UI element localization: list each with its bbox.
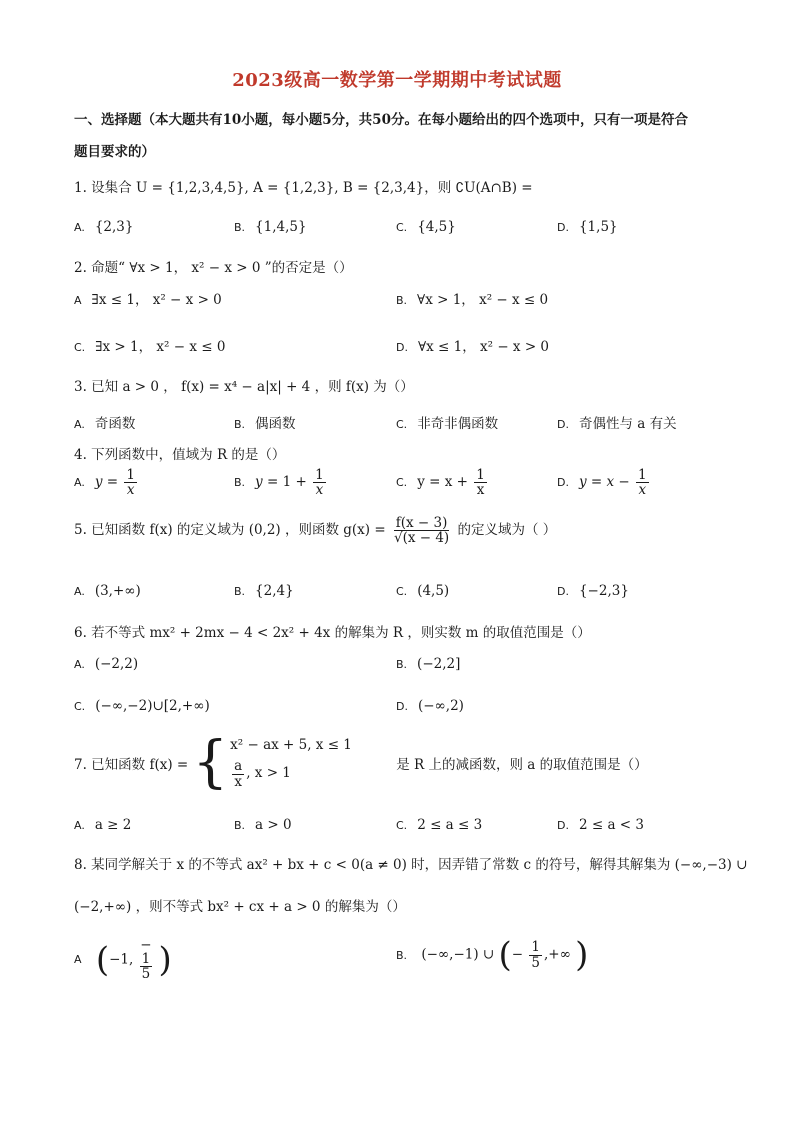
q7-prefix: 7. 已知函数 f(x) = xyxy=(74,757,189,773)
q5-option-a: A. (3,+∞) xyxy=(74,583,141,599)
question-8: 8. 某同学解关于 x 的不等式 ax² + bx + c < 0(a ≠ 0) 时，因弄错了常数 c 的符号，解得其解集为 (−∞,−3) ∪ xyxy=(74,857,748,873)
q8-option-a: A (−1, − 1 5 ) xyxy=(74,937,172,983)
q7-option-a: A. a ≥ 2 xyxy=(74,817,132,833)
section-heading-cont: 题目要求的） xyxy=(74,144,155,160)
q4-option-c: C. y = x + $\frac{1}{x}$ xyxy=(396,467,485,499)
q2-option-b: B. ∀x > 1， x² − x ≤ 0 xyxy=(396,292,549,308)
q8-option-b: B. (−∞,−1) ∪ (− $\frac{1}{5}$ ,+∞ ) xyxy=(396,935,589,975)
q1-math: U = {1,2,3,4,5}, A = {1,2,3}, B = {2,3,4} xyxy=(135,180,425,196)
q5-prefix: 5. 已知函数 f(x) 的定义域为 (0,2) ，则函数 g(x) = xyxy=(74,522,386,539)
question-8-cont: (−2,+∞) ，则不等式 bx² + cx + a > 0 的解集为（） xyxy=(74,899,406,915)
question-6: 6. 若不等式 mx² + 2mx − 4 < 2x² + 4x 的解集为 R ，则实数 m 的取值范围是（） xyxy=(74,625,591,641)
question-5 xyxy=(74,516,556,545)
q1-prefix: 1. 设集合 xyxy=(74,180,132,196)
q7-option-c: C. 2 ≤ a ≤ 3 xyxy=(396,817,483,833)
q7-option-b: B. a > 0 xyxy=(234,817,292,833)
q2-option-c: C. ∃x > 1， x² − x ≤ 0 xyxy=(74,339,226,355)
q5-option-c: C. (4,5) xyxy=(396,583,450,599)
q3-option-a: A. 奇函数 xyxy=(74,416,136,432)
q6-option-c: C. (−∞,−2)∪[2,+∞) xyxy=(74,698,210,714)
question-4: 4. 下列函数中，值域为 R 的是（） xyxy=(74,447,286,463)
q4-option-a: A. y = $\frac{1}{x}$ xyxy=(74,467,135,499)
q5-fraction: $\frac{f(x - 3)}{√(x - 4)}$ xyxy=(393,515,450,547)
q6-option-a: A. (−2,2) xyxy=(74,656,139,672)
section-heading: 一、选择题（本大题共有10小题，每小题5分，共50分。在每小题给出的四个选项中，只有一项是符合 xyxy=(74,112,688,128)
q1-option-d: D. {1,5} xyxy=(557,219,618,235)
q5-option-d: D. {−2,3} xyxy=(557,583,629,599)
question-1 xyxy=(74,176,533,196)
q7-option-d: D. 2 ≤ a < 3 xyxy=(557,817,644,833)
q1-post: ，则 xyxy=(424,180,452,196)
q1-option-b: B. {1,4,5} xyxy=(234,219,307,235)
q2-option-a: A ∃x ≤ 1， x² − x > 0 xyxy=(74,292,222,308)
q1-option-c: C. {4,5} xyxy=(396,219,456,235)
q6-option-b: B. (−2,2] xyxy=(396,656,461,672)
q3-option-d: D. 奇偶性与 a 有关 xyxy=(557,416,677,432)
q5-option-b: B. {2,4} xyxy=(234,583,294,599)
q1-option-a: A. {2,3} xyxy=(74,219,134,235)
q2-option-d: D. ∀x ≤ 1， x² − x > 0 xyxy=(396,339,550,355)
q3-option-c: C. 非奇非偶函数 xyxy=(396,416,499,432)
q7-piecewise: { x² − ax + 5, x ≤ 1 $\frac{a}{x}$ , x > 1 xyxy=(192,730,352,795)
question-7 xyxy=(74,730,648,795)
question-3: 3. 已知 a > 0 ， f(x) = x⁴ − a|x| + 4 ，则 f(x) 为（） xyxy=(74,379,414,395)
question-2: 2. 命题“ ∀x > 1， x² − x > 0 ”的否定是（） xyxy=(74,260,353,276)
q7-post: 是 R 上的减函数，则 a 的取值范围是（） xyxy=(396,757,648,773)
q1-tail: ∁U(A∩B) = xyxy=(455,180,533,196)
page-title: 2023级高一数学第一学期期中考试试题 xyxy=(232,70,562,91)
q4-option-d: D. y = x − $\frac{1}{x}$ xyxy=(557,467,647,499)
q4-option-b: B. y = 1 + $\frac{1}{x}$ xyxy=(234,467,324,499)
q5-post: 的定义域为（ ） xyxy=(457,522,557,539)
q6-option-d: D. (−∞,2) xyxy=(396,698,464,714)
q3-option-b: B. 偶函数 xyxy=(234,416,296,432)
